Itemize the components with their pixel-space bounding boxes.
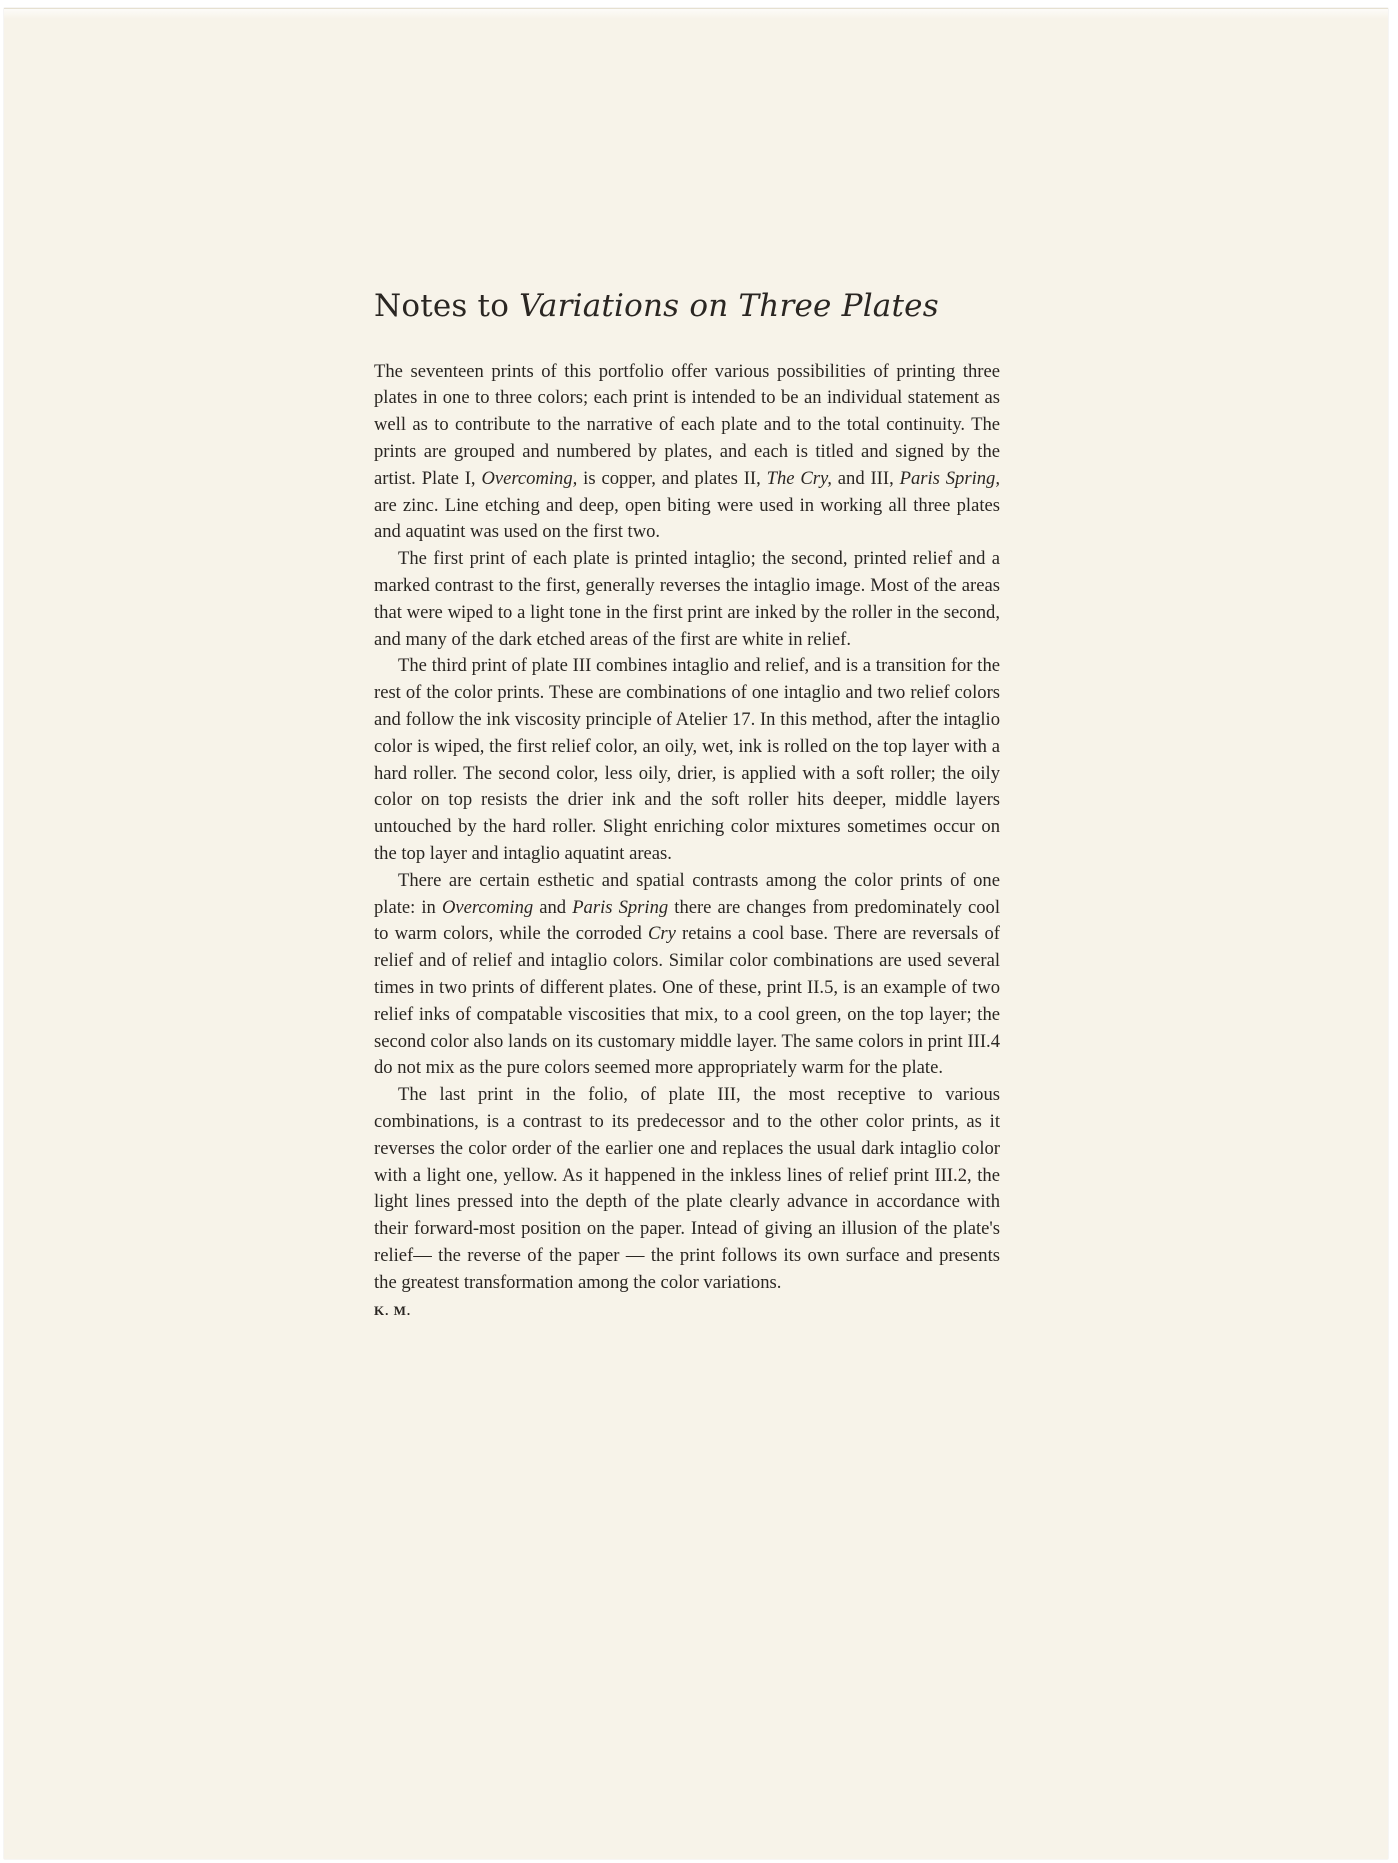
paragraph — [374, 546, 1000, 653]
paragraph — [374, 359, 1000, 547]
page-title — [374, 289, 1000, 325]
text-run: and III, — [831, 467, 900, 489]
italic-title-run: Paris Spring, — [899, 467, 1000, 489]
text-run: retains a cool base. There are reversals of relief and of relief and intaglio colors. Similar color combinations are used several times in two prints of different plates. One of these, print II.5, is an example of two relief inks of compatable viscosities that mix, to a cool green, on the top layer; the second color also lands on its customary middle layer. The same colors in print III.4 do not mix as the pure colors seemed more appropriately warm for the plate. — [374, 923, 1000, 1079]
italic-title-run: Paris Spring — [572, 896, 669, 918]
paragraph — [374, 653, 1000, 867]
text-run: The third print of plate III combines intaglio and relief, and is a transition for the rest of the color prints. These are combinations of one intaglio and two relief colors and follow the ink viscosity principle of Atelier 17. In this method, after the intaglio color is wiped, the first relief color, an oily, wet, ink is rolled on the top layer with a hard roller. The second color, less oily, drier, is applied with a soft roller; the oily color on top resists the drier ink and the soft roller hits deeper, middle layers untouched by the hard roller. Slight enriching color mixtures sometimes occur on the top layer and intaglio aquatint areas. — [374, 655, 1000, 864]
paper-sheet — [4, 8, 1388, 1859]
text-run: The last print in the folio, of plate III, the most receptive to various combinations, is a contrast to its predecessor and to the other color prints, as it reverses the color order of the earlier one and replaces the usual dark intaglio color with a light one, yellow. As it happened in the inkless lines of relief print III.2, the light lines pressed into the depth of the plate clearly advance in accordance with their forward-most position on the paper. Intead of giving an illusion of the plate's relief— the reverse of the paper — the print follows its own surface and presents the greatest transformation among the color variations. — [374, 1084, 1000, 1293]
text-run: are zinc. Line etching and deep, open biting were used in working all three plates and aquatint was used on the first two. — [374, 494, 1000, 543]
deckle-edge — [4, 9, 1388, 19]
italic-title-run: Overcoming, — [481, 467, 578, 489]
text-run: and — [533, 896, 573, 918]
text-run: is copper, and plates II, — [577, 467, 767, 489]
paragraphs — [374, 359, 1000, 1297]
text-run: The first print of each plate is printed intaglio; the second, printed relief and a marked contrast to the first, generally reverses the intaglio image. Most of the areas that were wiped to a light tone in the first print are inked by the roller in the second, and many of the dark etched areas of the first are white in relief. — [374, 548, 1000, 650]
text-run: There are certain esthetic and spatial contrasts among the color prints of one plate: in — [374, 869, 1000, 918]
italic-title-run: Cry — [647, 923, 676, 945]
paragraph — [374, 1082, 1000, 1296]
paragraph — [374, 868, 1000, 1082]
italic-title-run: The Cry, — [766, 467, 832, 489]
signature: K. M. — [374, 1302, 412, 1318]
title-prefix: Notes to — [374, 288, 520, 324]
text-run: there are changes from predominately cool to warm colors, while the corroded — [374, 896, 1001, 945]
italic-title-run: Overcoming — [441, 896, 534, 918]
notes-text-block — [374, 289, 1000, 1319]
title-italic: Variations on Three Plates — [519, 288, 939, 324]
text-run: The seventeen prints of this portfolio offer various possibilities of printing three plates in one to three colors; each print is intended to be an individual statement as well as to contribute to the narrative of each plate and to the total continuity. The prints are grouped and numbered by plates, and each is titled and signed by the artist. Plate I, — [374, 360, 1000, 489]
